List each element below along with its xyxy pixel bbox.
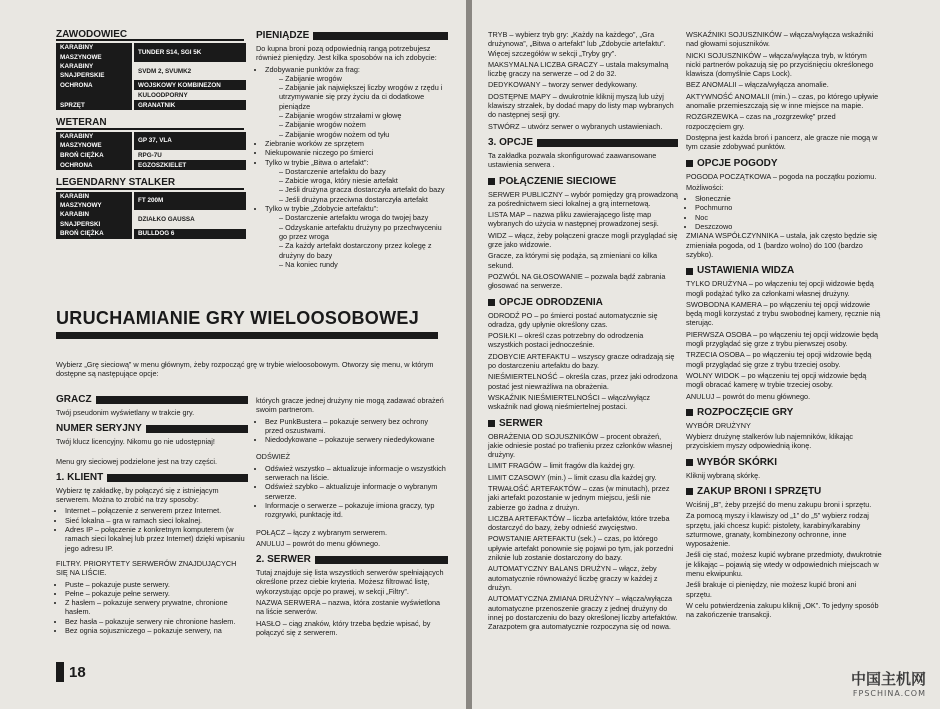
- watermark: 中国主机网 FPSCHINA.COM: [850, 670, 926, 698]
- list-item: • Odśwież szybko – aktualizuje informacje o wybranym serwerze.: [265, 482, 448, 501]
- pogoda-list: [686, 194, 882, 231]
- paragraph: WIDZ – włącz, żeby połączeni gracze mogli przyglądać się grze jako widzowie.: [488, 230, 678, 250]
- rozpoczecie-heading: ROZPOCZĘCIE GRY: [686, 407, 882, 419]
- paragraph: WSKAŹNIK NIEŚMIERTELNOŚCI – włącz/wyłącz wskaźnik nad głową nieśmiertelnej postaci.: [488, 392, 651, 412]
- opcje-heading: 3. OPCJE: [488, 137, 678, 149]
- stat-title: LEGENDARNY STALKER: [56, 178, 244, 189]
- zakup-heading: ZAKUP BRONI I SPRZĘTU: [686, 486, 882, 498]
- numer-heading: NUMER SERYJNY: [56, 423, 248, 435]
- paragraph: AUTOMATYCZNY BALANS DRUŻYN – włącz, żeby automatycznie równoważyć liczbę graczy w każdej z drużyn.: [488, 564, 658, 592]
- paragraph: OBRAŻENIA OD SOJUSZNIKÓW – procent obrażeń, jakie odniesie postać po trafieniu przez członków własnej drużyny.: [488, 431, 673, 460]
- list-item: • Adres IP – połączenie z konkretnym komputerem (w ramach sieci lokalnej lub przez Internet) dzięki wpisaniu jego adresu IP.: [65, 525, 248, 553]
- stat-value: GRANATNIK: [133, 100, 246, 110]
- list-item: • Niedodykowane – pokazuje serwery niededykowane: [265, 435, 448, 444]
- paragraph: W celu potwierdzenia zakupu kliknij „OK”. To jedyny sposób na zakończenie transakcji.: [686, 600, 879, 620]
- settings-column: WSKAŹNIKI SOJUSZNIKÓW – włącza/wyłącza wskaźniki nad głowami sojuszników. NICKI SOJUSZNIKÓW – włącza/wyłącza tryb, w którym nicki partnerów pokazują się po przyciśnięciu określonego klawisza (domyślnie Caps Lock). BEZ ANOMALII – włącza/wyłącza anomalie. AKTYWNOŚĆ ANOMALII (min.) – czas, po którego upływie anomalie przemieszczają się w inne miejsce na mapie. ROZGRZEWKA – czas na „rozgrzewkę” przed rozpoczęciem gry. Dostępna jest każda broń i pancerz, ale gracze nie mogą w tym czasie zdobywać punktów. OPCJE POGODY POGODA POCZĄTKOWA – pogoda na początku poziomu. Możliwości: • Słonecznie • Pochmurno • Noc • Deszczowo ZMIANA WSPÓŁCZYNNIKA – ustala, jak często będzie się zmieniała pogoda, od 1 (bardzo wolno) do 100 (bardzo szybko). USTAWIENIA WIDZA TYLKO DRUŻYNA – po włączeniu tej opcji widzowie będą mogli podążać tylko za członkami własnej drużyny. SWOBODNA KAMERA – po włączeniu tej opcji widzowie będą mogli korzystać z trybu swobodnej kamery, ręcznie nią sterując. PIERWSZA OSOBA – po włączeniu tej opcji widzowie będą mogli przyglądać się grze z trybu pierwszej osoby. TRZECIA OSOBA – po włączeniu tej opcji widzowie będą mogli przyglądać się grze z trybu trzeciej osoby. WOLNY WIDOK – po włączeniu tej opcji widzowie będą mogli obracać kamerę w trybie trzeciej osoby. ANULUJ – powrót do menu głównego. ROZPOCZĘCIE GRY WYBÓR DRUŻYNY Wybierz drużynę stalkerów lub najemników, klikając przyciskiem myszy odpowiednią ikonę. WYBÓR SKÓRKI Kliknij wybraną skórkę. ZAKUP BRONI I SPRZĘTU Wciśnij „B”, żeby przejść do menu zakupu broni i sprzętu. Za pomocą myszy i klawiszy od „1” do „5” wybierz rodzaj sprzętu, jaki chcesz kupić: pistolety, karabiny/karabiny szturmowe, granaty, kombinezony ochronne, inne wyposażenie. Jeśli cię stać, możesz kupić wybrane przedmioty, dwukrotnie je klikając – pojawią się wtedy w odpowiednich miejscach w menu ekwipunku. Jeśli brakuje ci pieniędzy, nie możesz kupić broni ani sprzętu. W celu potwierdzenia zakupu kliknij „OK”. To jedyny sposób na zakończenie transakcji.: [686, 30, 882, 622]
- stat-value: RPG-7U: [133, 150, 246, 160]
- paragraph: WOLNY WIDOK – po włączeniu tej opcji widzowie będą mogli obracać kamerę w trybie trzeciej osoby.: [686, 370, 867, 390]
- paragraph: TRWAŁOŚĆ ARTEFAKTÓW – czas (w minutach), przez jaki artefakt pozostanie w jednym miejscu, jeśli nie zabierze go żadna z drużyn.: [488, 483, 670, 512]
- paragraph: Wciśnij „B”, żeby przejść do menu zakupu broni i sprzętu.: [686, 499, 872, 509]
- list-item: – Jeśli drużyna przeciwna dostarczyła artefakt: [279, 195, 448, 204]
- zakup-list: [686, 500, 882, 620]
- list-item: • Sieć lokalna – gra w ramach sieci lokalnej.: [65, 516, 248, 525]
- stat-key: [56, 90, 133, 100]
- paragraph: TYLKO DRUŻYNA – po włączeniu tej opcji widzowie będą mogli podążać tylko za członkami własnej drużyny.: [686, 279, 874, 298]
- list-item: – Zabijanie wrogów nożem: [279, 120, 448, 129]
- serwer-options-list: [488, 432, 678, 632]
- stat-value: KULOODPORNY: [133, 90, 246, 100]
- stat-key: KARABINY SNAJPERSKIE: [56, 62, 133, 81]
- paragraph: NICKI SOJUSZNIKÓW – włącza/wyłącza tryb, w którym nicki partnerów pokazują się po przyciśnięciu określonego klawisza (domyślnie Caps Lock).: [686, 50, 874, 79]
- list-item: – Zabijanie jak największej liczby wrogów z rzędu i utrzymywanie się przy życiu da ci dodatkowe pieniądze: [279, 83, 448, 111]
- paragraph: ZDOBYCIE ARTEFAKTU – wszyscy gracze odradzają się po dostarczeniu artefaktu do bazy.: [488, 351, 675, 371]
- money-intro: Do kupna broni pozą odpowiednią rangą potrzebujesz również pieniędzy. Jest kilka sposobów na ich zdobycie:: [256, 44, 437, 63]
- list-item: – Zabicie wroga, który niesie artefakt: [279, 176, 448, 185]
- list-item: • Odśwież wszystko – aktualizuje informacje o wszystkich serwerach na liście.: [265, 464, 448, 483]
- paragraph: WSKAŹNIKI SOJUSZNIKÓW – włącza/wyłącza wskaźniki nad głowami sojuszników.: [686, 30, 874, 49]
- stat-key: KARABIN SNAJPERSKI: [56, 210, 133, 229]
- klient-list: [56, 506, 248, 552]
- paragraph: AKTYWNOŚĆ ANOMALII (min.) – czas, po którego upływie anomalie przemieszczają się w inne miejsce na mapie.: [686, 91, 879, 111]
- list-item: – Dostarczenie artefaktu wroga do twojej bazy: [279, 213, 448, 222]
- paragraph: PIERWSZA OSOBA – po włączeniu tej opcji widzowie będą mogli przyglądać się grze z trybu pierwszej osoby.: [686, 329, 879, 349]
- intro-text: Wybierz „Grę sieciową” w menu głównym, żeby rozpocząć grę w trybie wieloosobowym. Otworzy się menu, w którym dostępne są następujące opcje:: [56, 360, 434, 379]
- odrodzenie-list: [488, 311, 678, 412]
- stat-box: [56, 30, 248, 110]
- paragraph: AUTOMATYCZNA ZMIANA DRUŻYNY – włącza/wyłącza automatyczne przenoszenie graczy z jednej drużyny do innej po dostarczeniu do bazy określonej liczby artefaktów. Zarazpotem gra automatycznie rozpoczyna się od nowa.: [488, 594, 678, 632]
- page-number: 18: [56, 662, 86, 682]
- money-heading: PIENIĄDZE: [256, 30, 448, 42]
- list-item: • Deszczowo: [695, 222, 882, 231]
- stat-key: BROŃ CIĘŻKA: [56, 150, 133, 160]
- stat-key: BROŃ CIĘŻKA: [56, 229, 133, 239]
- odswiez-list: [256, 464, 448, 520]
- list-item: • Noc: [695, 213, 882, 222]
- client-column: GRACZ Twój pseudonim wyświetlany w trakcie gry. NUMER SERYJNY Twój klucz licencyjny. Nikomu go nie udostępniaj! Menu gry sieciowej podzielone jest na trzy części. 1. KLIENT Wybierz tę zakładkę, by połączyć się z istniejącym serwerem. Można to zrobić na trzy sposoby: • Internet – połączenie z serwerem przez Internet. • Sieć lokalna – gra w ramach sieci lokalnej. • Adres IP – połączenie z konkretnym komputerem (w ramach sieci lokalnej lub przez Internet) dzięki wpisaniu jego adresu IP. FILTRY. PRIORYTETY SERWERÓW ZNAJDUJĄCYCH SIĘ NA LIŚCIE. • Puste – pokazuje puste serwery. • Pełne – pokazuje pełne serwery. • Z hasłem – pokazuje serwery prywatne, chronione hasłem. • Bez hasła – pokazuje serwery nie chronione hasłem. • Bez ognia sojuszniczego – pokazuje serwery, na: [56, 388, 248, 635]
- pogoda-heading: OPCJE POGODY: [686, 158, 882, 170]
- list-item: • Bez PunkBustera – pokazuje serwery bez ochrony przed oszustwami.: [265, 417, 448, 436]
- paragraph: LICZBA ARTEFAKTÓW – liczba artefaktów, które trzeba dostarczyć do bazy, żeby odnieść zwycięstwo.: [488, 513, 670, 533]
- list-item: – Odzyskanie artefaktu drużyny po przechwyceniu go przez wroga: [279, 223, 448, 242]
- odrodzenie-heading: OPCJE ODRODZENIA: [488, 297, 678, 309]
- stat-value: BULLDOG 6: [133, 229, 246, 239]
- list-item: – Jeśli drużyna gracza dostarczyła artefakt do bazy: [279, 185, 448, 194]
- right-page: [472, 0, 940, 709]
- stat-value: DZIAŁKO GAUSSA: [133, 210, 246, 229]
- gracz-heading: GRACZ: [56, 394, 248, 406]
- list-item: • Bez hasła – pokazuje serwery nie chronione hasłem.: [65, 617, 248, 626]
- stat-key: OCHRONA: [56, 160, 133, 170]
- list-item: – Zabijanie wrogów nożem od tyłu: [279, 130, 448, 139]
- server-column: których gracze jednej drużyny nie mogą zadawać obrażeń swoim partnerom. • Bez PunkBustera – pokazuje serwery bez ochrony przed oszustwami. • Niedodykowane – pokazuje serwery niededykowane ODŚWIEŻ • Odśwież wszystko – aktualizuje informacje o wszystkich serwerach na liście. • Odśwież szybko – aktualizuje informacje o wybranym serwerze. • Informacje o serwerze – pokazuje imiona graczy, typ rozgrywki, punktację itd. POŁĄCZ – łączy z wybranym serwerem. ANULUJ – powrót do menu głównego. 2. SERWER Tutaj znajduje się lista wszystkich serwerów spełniających określone przez ciebie kryteria. Możesz filtrować listę, wykorzystując opcje po prawej, w sekcji „Filtry”. NAZWA SERWERA – nazwa, która zostanie wyświetlona na liście serwerów. HASŁO – ciąg znaków, który trzeba będzie wpisać, by połączyć się z serwerem.: [256, 396, 448, 639]
- serwer-heading: 2. SERWER: [256, 554, 448, 566]
- paragraph: NIEŚMIERTELNOŚĆ – określa czas, przez jaki odrodzona postać jest niewrażliwa na obrażenia.: [488, 372, 678, 391]
- paragraph: LISTA MAP – nazwa pliku zawierającego listę map wybranych do użycia w następnej prowadzonej sesji.: [488, 210, 659, 229]
- filtry-heading: FILTRY. PRIORYTETY SERWERÓW ZNAJDUJĄCYCH SIĘ NA LIŚCIE.: [56, 558, 237, 578]
- stat-value: EGZOSZKIELET: [133, 160, 246, 170]
- paragraph: LIMIT FRAGÓW – limit fragów dla każdej gry.: [488, 461, 635, 471]
- stat-value: WOJSKOWY KOMBINEZON: [133, 80, 246, 90]
- list-item: • Informacje o serwerze – pokazuje imiona graczy, typ rozgrywki, punktację itd.: [265, 501, 448, 520]
- money-column: [256, 30, 448, 269]
- list-item: – Dostarczenie artefaktu do bazy: [279, 167, 448, 176]
- paragraph: BEZ ANOMALII – włącza/wyłącza anomalie.: [686, 80, 829, 90]
- stat-box: [56, 178, 248, 238]
- polaczenie-heading: POŁĄCZENIE SIECIOWE: [488, 176, 678, 188]
- paragraph: Dostępna jest każda broń i pancerz, ale gracze nie mogą w tym czasie zdobywać punktów.: [686, 132, 878, 152]
- paragraph: ODRODŹ PO – po śmierci postać automatycznie się odradza, gdy upłynie określony czas.: [488, 310, 658, 329]
- paragraph: LIMIT CZASOWY (min.) – limit czasu dla każdej gry.: [488, 472, 657, 482]
- list-item: • Puste – pokazuje puste serwery.: [65, 580, 248, 589]
- list-item: • Internet – połączenie z serwerem przez Internet.: [65, 506, 248, 515]
- stat-key: KARABINY MASZYNOWE: [56, 43, 133, 62]
- list-item: – Na koniec rundy: [279, 260, 448, 269]
- klient-heading: 1. KLIENT: [56, 472, 248, 484]
- filtry-list: [56, 580, 248, 636]
- filter-more-list: [256, 417, 448, 445]
- stat-title: WETERAN: [56, 118, 244, 129]
- stat-key: OCHRONA: [56, 80, 133, 90]
- list-item: • Bez ognia sojuszniczego – pokazuje serwery, na: [65, 626, 248, 635]
- paragraph: Gracze, za którymi się podąża, są zmieniani co kilka sekund.: [488, 251, 658, 270]
- sojusznicy-list: [686, 30, 882, 152]
- stat-key: KARABIN MASZYNOWY: [56, 192, 133, 211]
- paragraph: POWSTANIE ARTEFAKTU (sek.) – czas, po którego upływie artefakt ponownie się pojawi po tym, jak porzedni zniknie lub zostanie dostarczony do bazy.: [488, 534, 674, 563]
- skorka-heading: WYBÓR SKÓRKI: [686, 457, 882, 469]
- widz-heading: USTAWIENIA WIDZA: [686, 265, 882, 277]
- list-item: – Zabijanie wrogów strzałami w głowę: [279, 111, 448, 120]
- list-item: • Z hasłem – pokazuje serwery prywatne, chronione hasłem.: [65, 598, 248, 617]
- list-item: • Słonecznie: [695, 194, 882, 203]
- paragraph: POZWÓL NA GŁOSOWANIE – pozwala bądź zabrania głosować na serwerze.: [488, 271, 666, 291]
- paragraph: ROZGRZEWKA – czas na „rozgrzewkę” przed rozpoczęciem gry.: [686, 112, 836, 131]
- paragraph: SERWER PUBLICZNY – wybór pomiędzy grą prowadzoną za pośrednictwem sieci lokalnej a grą internetową.: [488, 189, 678, 208]
- paragraph: POSIŁKI – określ czas potrzebny do odrodzenia wszystkich postaci jednocześnie.: [488, 331, 644, 350]
- stat-title: ZAWODOWIEC: [56, 30, 244, 41]
- options-column: TRYB – wybierz tryb gry: „Każdy na każdego”, „Gra drużynowa”, „Bitwa o artefakt” lub „Zdobycie artefaktu”. Więcej szczegółów w sekcji „Tryby gry”. MAKSYMALNA LICZBA GRACZY – ustala maksymalną liczbę graczy na serwerze – od 2 do 32. DEDYKOWANY – tworzy serwer dedykowany. DOSTĘPNE MAPY – dwukrotnie kliknij myszą lub użyj klawiszy strzałek, by dodać mapy do listy map wybranych do następnej sesji gry. STWÓRZ – utwórz serwer o wybranych ustawieniach. 3. OPCJE Ta zakładka pozwala skonfigurować zaawansowane ustawienia serwera . POŁĄCZENIE SIECIOWE SERWER PUBLICZNY – wybór pomiędzy grą prowadzoną za pośrednictwem sieci lokalnej a grą internetową. LISTA MAP – nazwa pliku zawierającego listę map wybranych do użycia w następnej prowadzonej sesji. WIDZ – włącz, żeby połączeni gracze mogli przyglądać się grze jako widzowie. Gracze, za którymi się podąża, są zmieniani co kilka sekund. POZWÓL NA GŁOSOWANIE – pozwala bądź zabrania głosować na serwerze. OPCJE ODRODZENIA ODRODŹ PO – po śmierci postać automatycznie się odradza, gdy upłynie określony czas. POSIŁKI – określ czas potrzebny do odrodzenia wszystkich postaci jednocześnie. ZDOBYCIE ARTEFAKTU – wszyscy gracze odradzają się po dostarczeniu artefaktu do bazy. NIEŚMIERTELNOŚĆ – określa czas, przez jaki odrodzona postać jest niewrażliwa na obrażenia. WSKAŹNIK NIEŚMIERTELNOŚCI – włącz/wyłącz wskaźnik nad głową nieśmiertelnej postaci. SERWER OBRAŻENIA OD SOJUSZNIKÓW – procent obrażeń, jakie odniesie postać po trafieniu przez członków własnej drużyny. LIMIT FRAGÓW – limit fragów dla każdej gry. LIMIT CZASOWY (min.) – limit czasu dla każdej gry. TRWAŁOŚĆ ARTEFAKTÓW – czas (w minutach), przez jaki artefakt pozostanie w jednym miejscu, jeśli nie zabierze go żadna z drużyn. LICZBA ARTEFAKTÓW – liczba artefaktów, które trzeba dostarczyć do bazy, żeby odnieść zwycięstwo. POWSTANIE ARTEFAKTU (sek.) – czas, po którego upływie artefakt ponownie się pojawi po tym, jak porzedni zniknie lub zostanie dostarczony do bazy. AUTOMATYCZNY BALANS DRUŻYN – włącz, żeby automatycznie równoważyć liczbę graczy w każdej z drużyn. AUTOMATYCZNA ZMIANA DRUŻYNY – włącza/wyłącza automatyczne przenoszenie graczy z jednej drużyny do innej po dostarczeniu do bazy określonej liczby artefaktów. Zarazpotem gra automatycznie rozpoczyna się od nowa.: [488, 30, 678, 632]
- stat-value: FT 200M: [133, 192, 246, 211]
- stat-value: GP 37, VLA: [133, 132, 246, 151]
- list-item: • Pełne – pokazuje pełne serwery.: [65, 589, 248, 598]
- paragraph: ANULUJ – powrót do menu głównego.: [686, 391, 811, 401]
- frag-sublist: [265, 74, 448, 139]
- stat-value: SVDM 2, SVUMK2: [133, 62, 246, 81]
- stat-key: SPRZĘT: [56, 100, 133, 110]
- stat-key: KARABINY MASZYNOWE: [56, 132, 133, 151]
- stats-column: [56, 30, 248, 247]
- section-title: URUCHAMIANIE GRY WIELOOSOBOWEJ: [56, 308, 448, 339]
- paragraph: Jeśli cię stać, możesz kupić wybrane przedmioty, dwukrotnie je klikając – pojawią się wtedy w odpowiednich miejscach w menu ekwipunku.: [686, 550, 882, 579]
- money-list: • Zdobywanie punktów za frag: – Zabijanie wrogów – Zabijanie jak największej liczby wrogów z rzędu i utrzymywanie się przy życiu da ci dodatkowe pieniądze – Zabijanie wrogów strzałami w głowę – Zabijanie wrogów nożem – Zabijanie wrogów nożem od tyłu • Ziebranie worków ze sprzętem • Niekupowanie niczego po śmierci • Tylko w trybie „Bitwa o artefakt”: – Dostarczenie artefaktu do bazy – Zabicie wroga, który niesie artefakt – Jeśli drużyna gracza dostarczyła artefakt do bazy – Jeśli drużyna przeciwna dostarczyła artefakt • Tylko w trybie „Zdobycie artefaktu”: – Dostarczenie artefaktu wroga do twojej bazy – Odzyskanie artefaktu drużyny po przechwyceniu go przez wroga – Za każdy artefakt dostarczony przez kolegę z drużyny do bazy – Na koniec rundy: [256, 65, 448, 270]
- paragraph: SWOBODNA KAMERA – po włączeniu tej opcji widzowie będą mogli korzystać z trybu swobodnej kamery, ręcznie nią sterując.: [686, 299, 881, 328]
- stat-value: TUNDER S14, SGI 5K: [133, 43, 246, 62]
- list-item: – Za każdy artefakt dostarczony przez kolegę z drużyny do bazy: [279, 241, 448, 260]
- zdobycie-sublist: [265, 213, 448, 269]
- paragraph: TRZECIA OSOBA – po włączeniu tej opcji widzowie będą mogli przyglądać się grze z trybu trzeciej osoby.: [686, 350, 872, 369]
- left-page: [0, 0, 468, 709]
- odswiez-heading: ODŚWIEŻ: [256, 452, 291, 462]
- stat-box: [56, 118, 248, 170]
- list-item: – Zabijanie wrogów: [279, 74, 448, 83]
- paragraph: Za pomocą myszy i klawiszy od „1” do „5” wybierz rodzaj sprzętu, jaki chcesz kupić: pistolety, karabiny/karabiny szturmowe, granaty, kombinezony ochronne, inne wyposażenie.: [686, 511, 869, 549]
- bitwa-sublist: [265, 167, 448, 204]
- widz-list: [686, 279, 882, 401]
- paragraph: Jeśli brakuje ci pieniędzy, nie możesz kupić broni ani sprzętu.: [686, 580, 857, 599]
- serwer-options-heading: SERWER: [488, 418, 678, 430]
- polaczenie-list: [488, 190, 678, 291]
- list-item: • Pochmurno: [695, 203, 882, 212]
